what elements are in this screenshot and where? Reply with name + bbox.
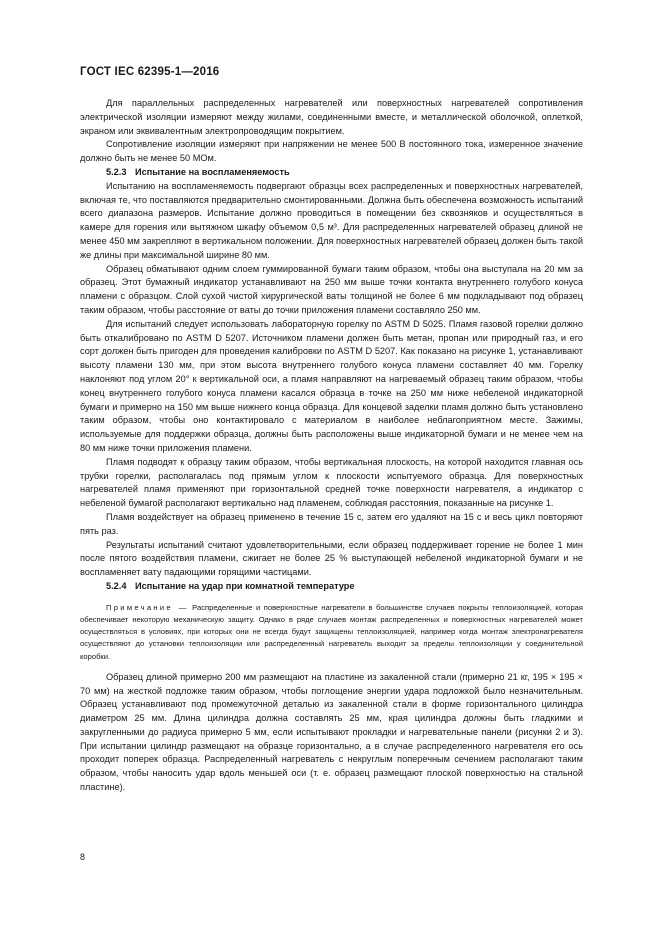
- note-text: Распределенные и поверхностные нагреватели в большинстве случаев покрыты теплоизоляцией, которая обеспечивает некоторую механическую защиту. Однако в ряде случаев монтаж распределенных и поверхностных нагревателей может осуществляться в условиях, при которых они не всегда будут защищены теплоизоляцией, например когда монтаж электронагревателя осуществляют до установки теплоизоляции или распределенный нагреватель выходит за пределы теплоизоляции у соединительной коробки.: [80, 602, 583, 661]
- paragraph: Для испытаний следует использовать лабораторную горелку по ASTM D 5025. Пламя газовой горелки должно быть откалибровано по ASTM D 5207. Источником пламени должен быть метан, пропан или природный газ, и его сорт должен быть пригоден для проведения калибровки по ASTM D 5207. Как показано на рисунке 1, устанавливают высоту пламени 130 мм, при этом высота внутреннего голубого конуса пламени составляет 40 мм. Горелку наклоняют под углом 20° к вертикальной оси, а пламя направляют на нагреваемый образец таким образом, чтобы конец внутреннего голубого конуса пламени касался образца в точке на 250 мм ниже небеленой индикаторной бумаги и примерно на 150 мм выше нижнего конца образца. Для концевой заделки пламя должно быть установлено таким образом, чтобы оно контактировало с материалом в наиболее неблагоприятном месте. Зажимы, используемые для поддержки образца, должны быть расположены выше индикаторной бумаги и не менее чем на 80 мм ниже точки приложения пламени.: [80, 318, 583, 453]
- note-paragraph: [80, 602, 583, 663]
- paragraph: Пламя воздействует на образец применено в течение 15 с, затем его удаляют на 15 с и весь цикл повторяют пять раз.: [80, 511, 583, 536]
- section-heading-5-2-4: [80, 580, 583, 594]
- paragraph: Для параллельных распределенных нагревателей или поверхностных нагревателей сопротивления электрической изоляции измеряют между жилами, соединенными вместе, и металлической оболочкой, оплеткой, экраном или эквивалентным электропроводящим покрытием.: [80, 98, 583, 136]
- paragraph: Пламя подводят к образцу таким образом, чтобы вертикальная плоскость, на которой находится главная ось трубки горелки, располагалась под прямым углом к плоскости испытуемого образца. Для поверхностных нагревателей пламя применяют при горизонтальной средней точке поверхности нагревателя, а индикатор с небеленой бумагой располагают вертикально над пламенем, соблюдая расстояния, показанные на рисунке 1.: [80, 456, 583, 509]
- paragraph: Образец длиной примерно 200 мм размещают на пластине из закаленной стали (примерно 21 кг, 195 × 195 × 70 мм) на жесткой подложке таким образом, чтобы поглощение энергии удара подложкой было незначительным. Образец устанавливают под промежуточной деталью из закаленной стали в форме горизонтального цилиндра диаметром 25 мм. Длина цилиндра должна составлять 25 мм, края цилиндра должны быть гладкими и закругленными до радиуса примерно 5 мм, если испытывают прокладки и нагревательные панели (рисунки 2 и 3). При испытании цилиндр размещают на образце горизонтально, а в случае распределенного нагревателя его ось проходит поперек образца. Распределенный нагреватель с некруглым поперечным сечением располагают таким образом, чтобы наносить удар вдоль меньшей оси (т. е. образец размещают плоской поверхностью на стальной пластине).: [80, 671, 583, 793]
- section-title: Испытание на удар при комнатной температуре: [135, 580, 355, 591]
- paragraph: Образец обматывают одним слоем гуммированной бумаги таким образом, чтобы она выступала на 20 мм за образец. Этот бумажный индикатор устанавливают на 250 мм выше точки контакта внутреннего голубого конуса пламени с образцом. Слой сухой чистой хирургической ваты толщиной не более 6 мм подкладывают под образец таким образом, чтобы расстояние от ваты до точки приложения пламени составляло 250 мм.: [80, 263, 583, 315]
- section-number: 5.2.4: [106, 580, 127, 591]
- section-heading-5-2-3: [80, 166, 583, 180]
- page-number: 8: [80, 852, 86, 862]
- paragraph: Испытанию на воспламеняемость подвергают образцы всех распределенных и поверхностных нагревателей, включая те, что поставляются предварительно смонтированными. Должна быть обеспечена возможность испытаний всего диапазона размеров. Испытание должно проводиться в помещении без сквозняков и осуществляться в камере для горения или вытяжном шкафу объемом 0,5 м³. Для распределенных нагревателей образец длиной не менее 450 мм закрепляют в вертикальном положении. Для поверхностных нагревателей образец должен быть такой же длины при максимальной ширине 80 мм.: [80, 180, 583, 260]
- paragraph: Результаты испытаний считают удовлетворительными, если образец поддерживает горение не более 1 мин после пятого воздействия пламени, сжигает не более 25 % выступающей небеленой индикаторной бумаги и не воспламеняет вату падающими горящими частицами.: [80, 539, 583, 578]
- document-body: [80, 97, 583, 795]
- paragraph: Сопротивление изоляции измеряют при напряжении не менее 500 В постоянного тока, измеренное значение должно быть не менее 50 МОм.: [80, 139, 583, 164]
- section-number: 5.2.3: [106, 166, 127, 177]
- document-header: ГОСТ IEC 62395-1—2016: [80, 66, 220, 78]
- note-lead: Примечание —: [106, 602, 189, 612]
- note-block: [80, 602, 583, 663]
- section-title: Испытание на воспламеняемость: [135, 166, 290, 177]
